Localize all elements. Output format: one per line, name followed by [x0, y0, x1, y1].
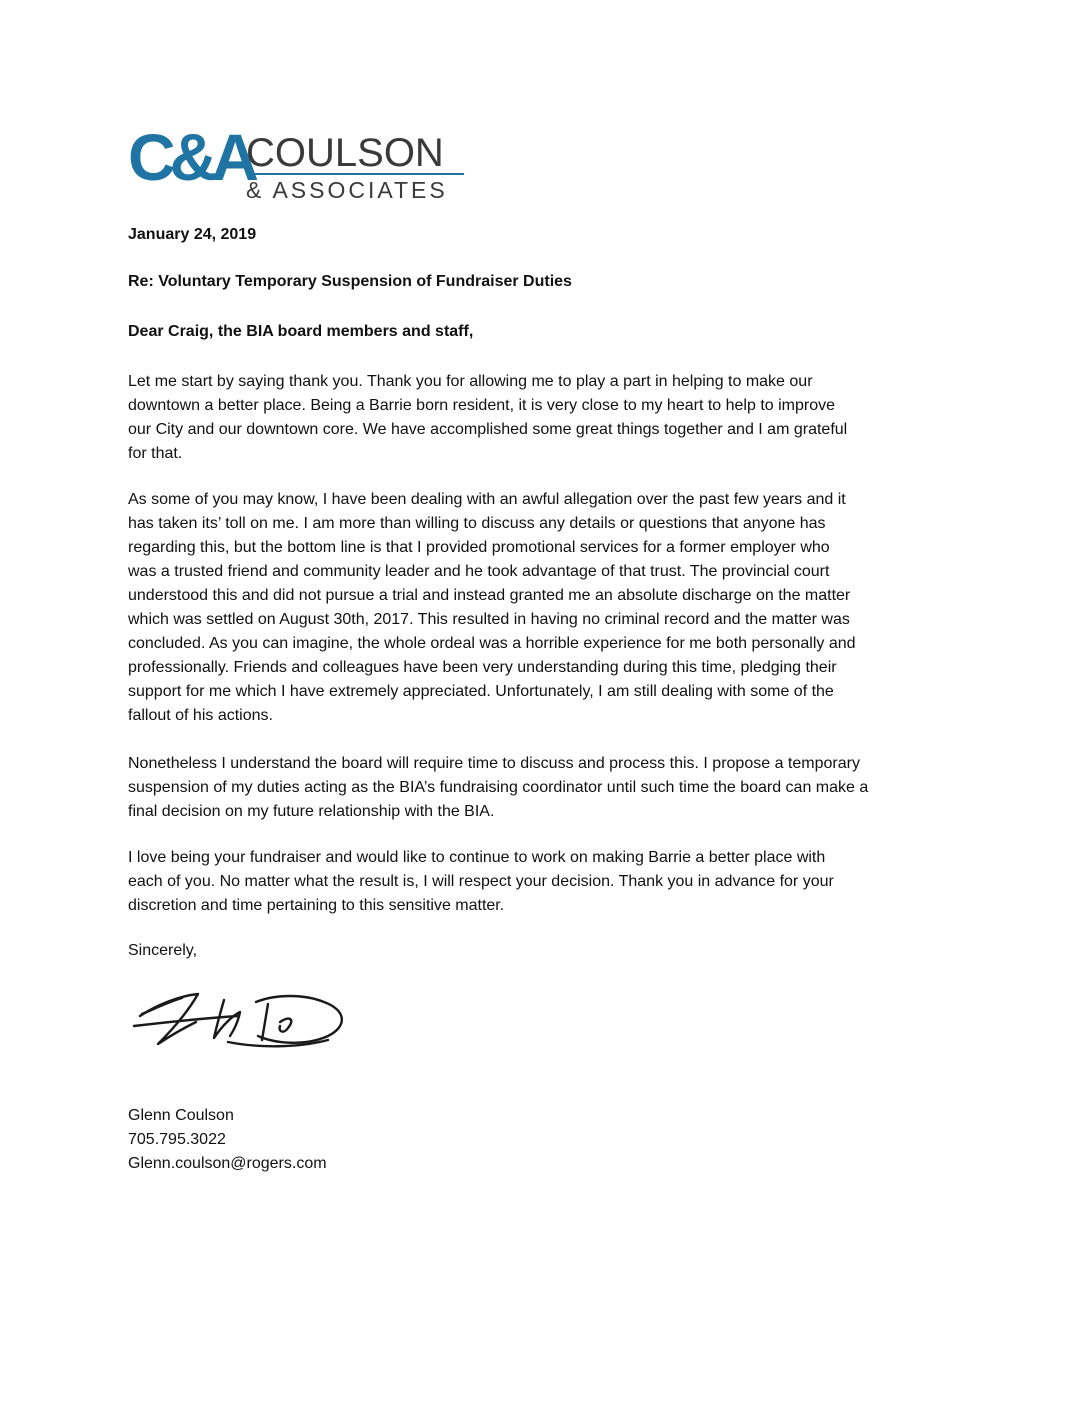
svg-text:C&A: C&A — [128, 122, 253, 194]
paragraph-line: which was settled on August 30th, 2017. This resulted in having no criminal record and the matter was — [128, 611, 850, 628]
paragraph-3 — [128, 752, 970, 824]
signer-email: Glenn.coulson@rogers.com — [128, 1155, 327, 1172]
svg-text:COULSON: COULSON — [246, 131, 444, 175]
letter-date: January 24, 2019 — [128, 226, 257, 243]
paragraph-line: regarding this, but the bottom line is that I provided promotional services for a former employer who — [128, 539, 830, 556]
signer-name: Glenn Coulson — [128, 1107, 234, 1124]
signer-contact-block — [128, 1104, 327, 1176]
paragraph-line: understood this and did not pursue a trial and instead granted me an absolute discharge on the matter — [128, 587, 851, 604]
paragraph-line: each of you. No matter what the result is, I will respect your decision. Thank you in advance for your — [128, 873, 834, 890]
letter-closing: Sincerely, — [128, 942, 198, 959]
paragraph-line: our City and our downtown core. We have accomplished some great things together and I am grateful — [128, 421, 848, 438]
paragraph-line: professionally. Friends and colleagues have been very understanding during this time, pledging their — [128, 659, 837, 676]
paragraph-line: discretion and time pertaining to this sensitive matter. — [128, 897, 505, 914]
paragraph-line: Let me start by saying thank you. Thank you for allowing me to play a part in helping to make our — [128, 373, 813, 390]
paragraph-line: was a trusted friend and community leader and he took advantage of that trust. The provincial court — [128, 563, 830, 580]
paragraph-line: final decision on my future relationship with the BIA. — [128, 803, 495, 820]
paragraph-line: fallout of his actions. — [128, 707, 273, 724]
paragraph-1 — [128, 370, 970, 466]
paragraph-line: has taken its’ toll on me. I am more than willing to discuss any details or questions that anyone has — [128, 515, 826, 532]
paragraph-line: downtown a better place. Being a Barrie born resident, it is very close to my heart to help to improve — [128, 397, 836, 414]
svg-text:& ASSOCIATES: & ASSOCIATES — [246, 177, 448, 202]
paragraph-line: Nonetheless I understand the board will require time to discuss and process this. I propose a temporary — [128, 755, 860, 772]
paragraph-line: As some of you may know, I have been dealing with an awful allegation over the past few years and it — [128, 491, 846, 508]
handwritten-signature — [128, 982, 368, 1062]
paragraph-line: support for me which I have extremely appreciated. Unfortunately, I am still dealing with some of the — [128, 683, 834, 700]
paragraph-2 — [128, 488, 970, 728]
paragraph-line: for that. — [128, 445, 183, 462]
letter-subject: Re: Voluntary Temporary Suspension of Fundraiser Duties — [128, 273, 572, 290]
signature-icon — [128, 982, 368, 1062]
letter-salutation: Dear Craig, the BIA board members and staff, — [128, 323, 474, 340]
signer-phone: 705.795.3022 — [128, 1131, 226, 1148]
paragraph-line: suspension of my duties acting as the BIA’s fundraising coordinator until such time the board can make a — [128, 779, 869, 796]
paragraph-line: concluded. As you can imagine, the whole ordeal was a horrible experience for me both personally and — [128, 635, 856, 652]
coulson-associates-logo-icon — [128, 122, 468, 202]
paragraph-line: I love being your fundraiser and would like to continue to work on making Barrie a better place with — [128, 849, 826, 866]
company-logo — [128, 122, 468, 202]
paragraph-4 — [128, 846, 970, 918]
